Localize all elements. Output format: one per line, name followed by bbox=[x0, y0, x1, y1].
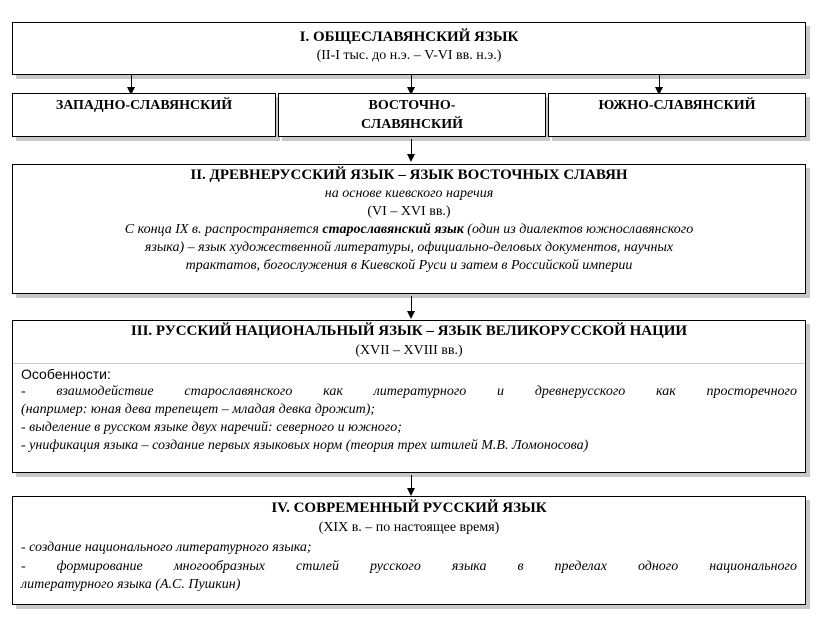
box-common-slavic-title: I. ОБЩЕСЛАВЯНСКИЙ ЯЗЫК bbox=[299, 29, 519, 45]
box-old-russian-title: II. ДРЕВНЕРУССКИЙ ЯЗЫК – ЯЗЫК ВОСТОЧНЫХ СЛАВЯН bbox=[190, 167, 628, 183]
box-east-slavic bbox=[278, 93, 546, 137]
old-church-slavonic-term: старославянский язык bbox=[322, 222, 464, 237]
box-modern-period: (XIX в. – по настоящее время) bbox=[318, 520, 500, 535]
feature-item-1-line2: (например: юная дева трепещет – младая девка дрожит); bbox=[21, 402, 376, 417]
box-common-slavic-period: (II-I тыс. до н.э. – V-VI вв. н.э.) bbox=[316, 48, 502, 63]
box-old-russian-basis: на основе киевского наречия bbox=[324, 186, 494, 201]
box-west-slavic bbox=[12, 93, 276, 137]
box-old-russian bbox=[12, 164, 806, 294]
text-rest: (один из диалектов южнославянского bbox=[463, 222, 694, 237]
box-common-slavic bbox=[12, 22, 806, 75]
features-label: Особенности: bbox=[21, 366, 111, 382]
box-old-russian-period: (VI – XVI вв.) bbox=[367, 204, 451, 219]
modern-item-1: - создание национального литературного языка; bbox=[21, 540, 312, 555]
box-west-slavic-label: ЗАПАДНО-СЛАВЯНСКИЙ bbox=[55, 98, 233, 113]
text-prefix: С конца IX в. распространяется bbox=[124, 222, 323, 237]
box-modern-russian bbox=[12, 496, 806, 605]
box-national-language bbox=[12, 320, 806, 473]
box-old-russian-text-line2: языка) – язык художественной литературы, официально-деловых документов, научных bbox=[144, 240, 674, 255]
box-east-slavic-label-line2: СЛАВЯНСКИЙ bbox=[361, 117, 463, 132]
modern-item-2-line1: - формирование многообразных стилей русского языка в пределах одного национального bbox=[21, 559, 797, 574]
feature-item-1-line1: - взаимодействие старославянского как литературного и древнерусского как просторечного bbox=[21, 384, 797, 399]
modern-item-2-line2: литературного языка (А.С. Пушкин) bbox=[21, 577, 241, 592]
box-national-period: (XVII – XVIII вв.) bbox=[355, 343, 463, 358]
box-modern-title: IV. СОВРЕМЕННЫЙ РУССКИЙ ЯЗЫК bbox=[271, 500, 547, 516]
box-south-slavic-label: ЮЖНО-СЛАВЯНСКИЙ bbox=[598, 98, 756, 113]
feature-item-2: - выделение в русском языке двух наречий: северного и южного; bbox=[21, 420, 402, 435]
box-east-slavic-label-line1: ВОСТОЧНО- bbox=[368, 98, 456, 113]
box-old-russian-text-line3: трактатов, богослужения в Киевской Руси и затем в Российской империи bbox=[185, 258, 633, 273]
box-old-russian-text-line1 bbox=[13, 222, 805, 238]
features-divider bbox=[13, 363, 805, 364]
box-national-title: III. РУССКИЙ НАЦИОНАЛЬНЫЙ ЯЗЫК – ЯЗЫК ВЕЛИКОРУССКОЙ НАЦИИ bbox=[130, 323, 688, 339]
feature-item-3: - унификация языка – создание первых языковых норм (теория трех штилей М.В. Ломоносова) bbox=[21, 438, 589, 453]
box-south-slavic bbox=[548, 93, 806, 137]
